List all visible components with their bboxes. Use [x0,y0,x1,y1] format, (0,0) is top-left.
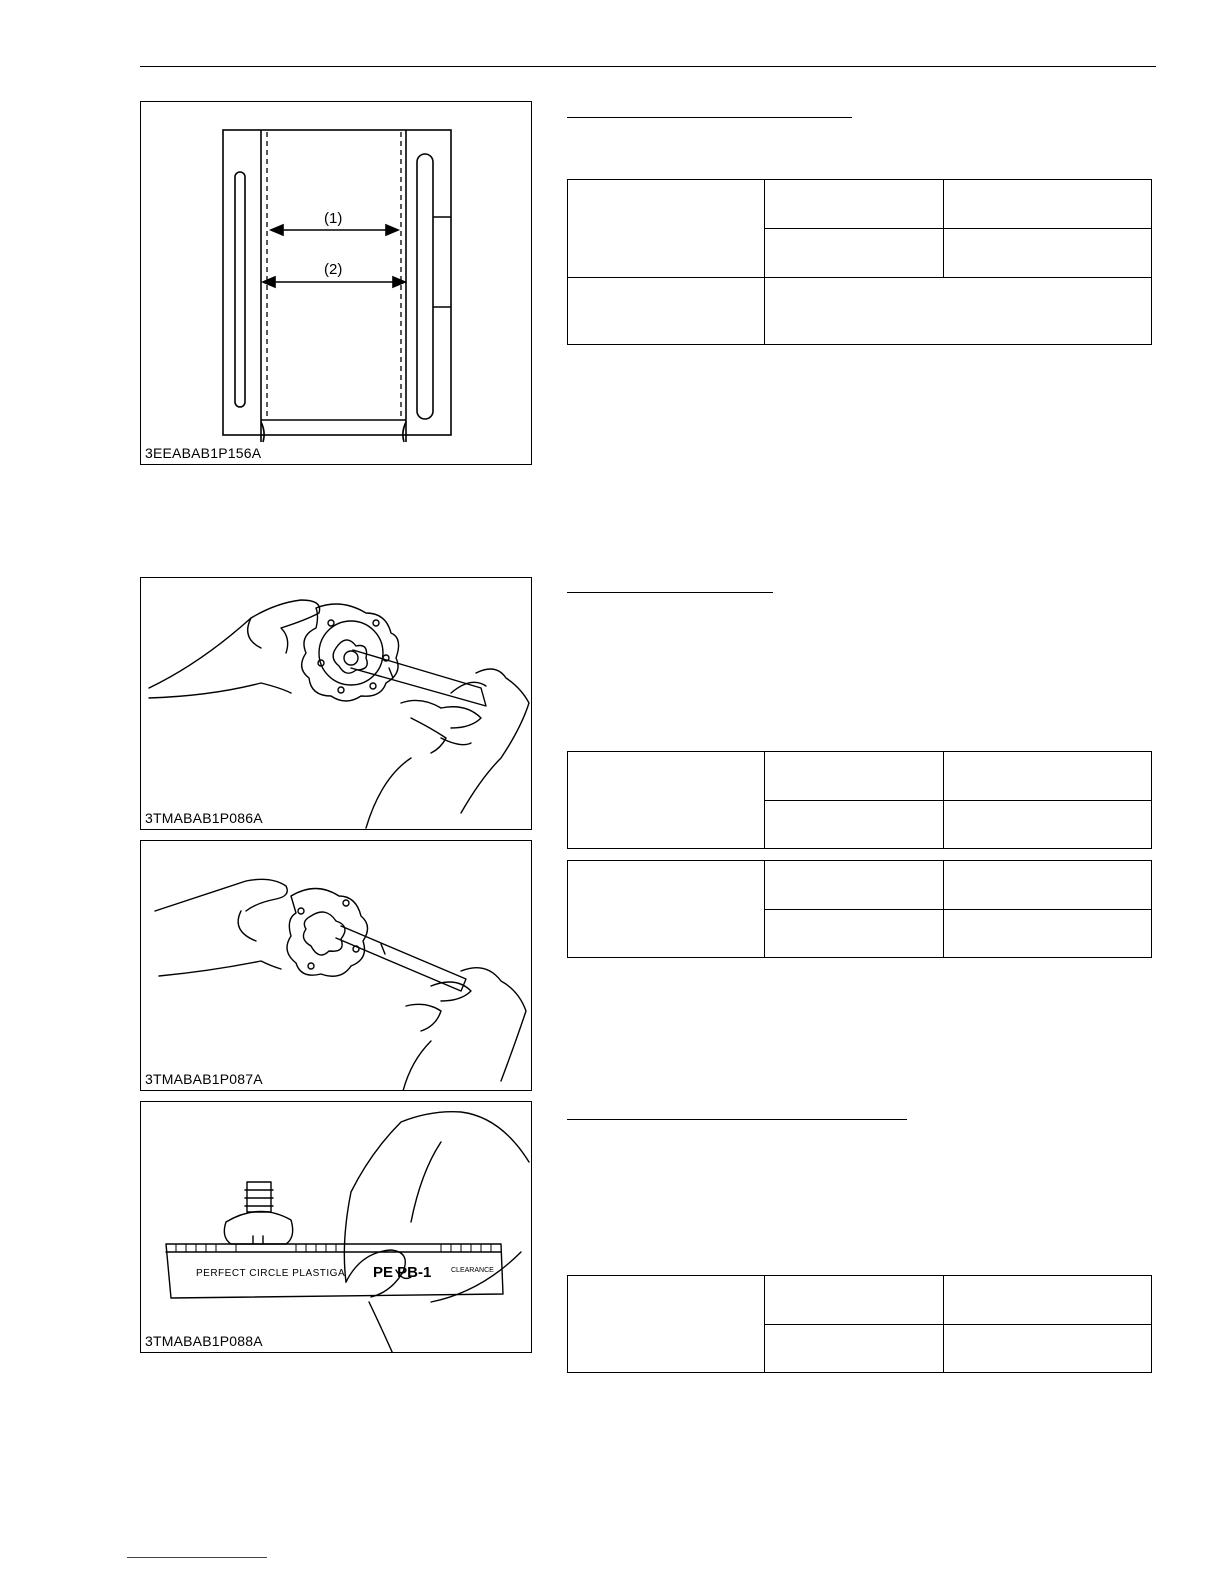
table-cell [765,1325,944,1373]
spec-table-3 [567,860,1152,958]
figure-code: 3TMABAB1P088A [145,1333,263,1349]
table-cell [568,861,765,958]
table-cell [765,229,944,278]
table-cell [944,229,1152,278]
table-cell [765,180,944,229]
table-cell [944,1276,1152,1325]
figure-plastigage-photo [140,1101,532,1353]
footer-link-rule [127,1557,267,1558]
header-rule [140,66,1156,67]
oil-pump-rotor-feeler-gauge-photo [141,578,532,830]
table-cell [765,910,944,958]
figure-code: 3EEABAB1P156A [145,445,262,461]
table-cell [944,910,1152,958]
section-heading-rule [567,592,773,593]
bushing-dimension-diagram [141,102,532,465]
table-cell [765,861,944,910]
table-cell [944,861,1152,910]
table-cell [765,752,944,801]
table-cell [568,752,765,849]
section-heading-rule [567,1119,907,1120]
oil-pump-housing-feeler-gauge-photo [141,841,532,1091]
table-cell [944,752,1152,801]
label-2: (2) [324,261,343,278]
spec-table-4 [567,1275,1152,1373]
section-heading-rule [567,117,852,118]
table-cell [765,801,944,849]
spec-table-1 [567,179,1152,345]
figure-rotor-photo [140,577,532,830]
table-cell [765,1276,944,1325]
table-cell [944,801,1152,849]
table-cell [944,180,1152,229]
table-cell [568,278,765,345]
figure-bushing-diagram [140,101,532,465]
table-cell [944,1325,1152,1373]
plastigage-label: PERFECT CIRCLE PLASTIGA [196,1268,346,1279]
figure-housing-photo [140,840,532,1091]
plastigage-scale-photo [141,1102,532,1353]
table-cell [568,1276,765,1373]
figure-code: 3TMABAB1P086A [145,810,263,826]
table-cell [568,180,765,278]
plastigage-type: PE PB-1 [373,1264,432,1281]
spec-table-2 [567,751,1152,849]
figure-code: 3TMABAB1P087A [145,1071,263,1087]
label-1: (1) [324,210,343,227]
plastigage-clearance-label: CLEARANCE [451,1267,494,1274]
table-cell [765,278,1152,345]
